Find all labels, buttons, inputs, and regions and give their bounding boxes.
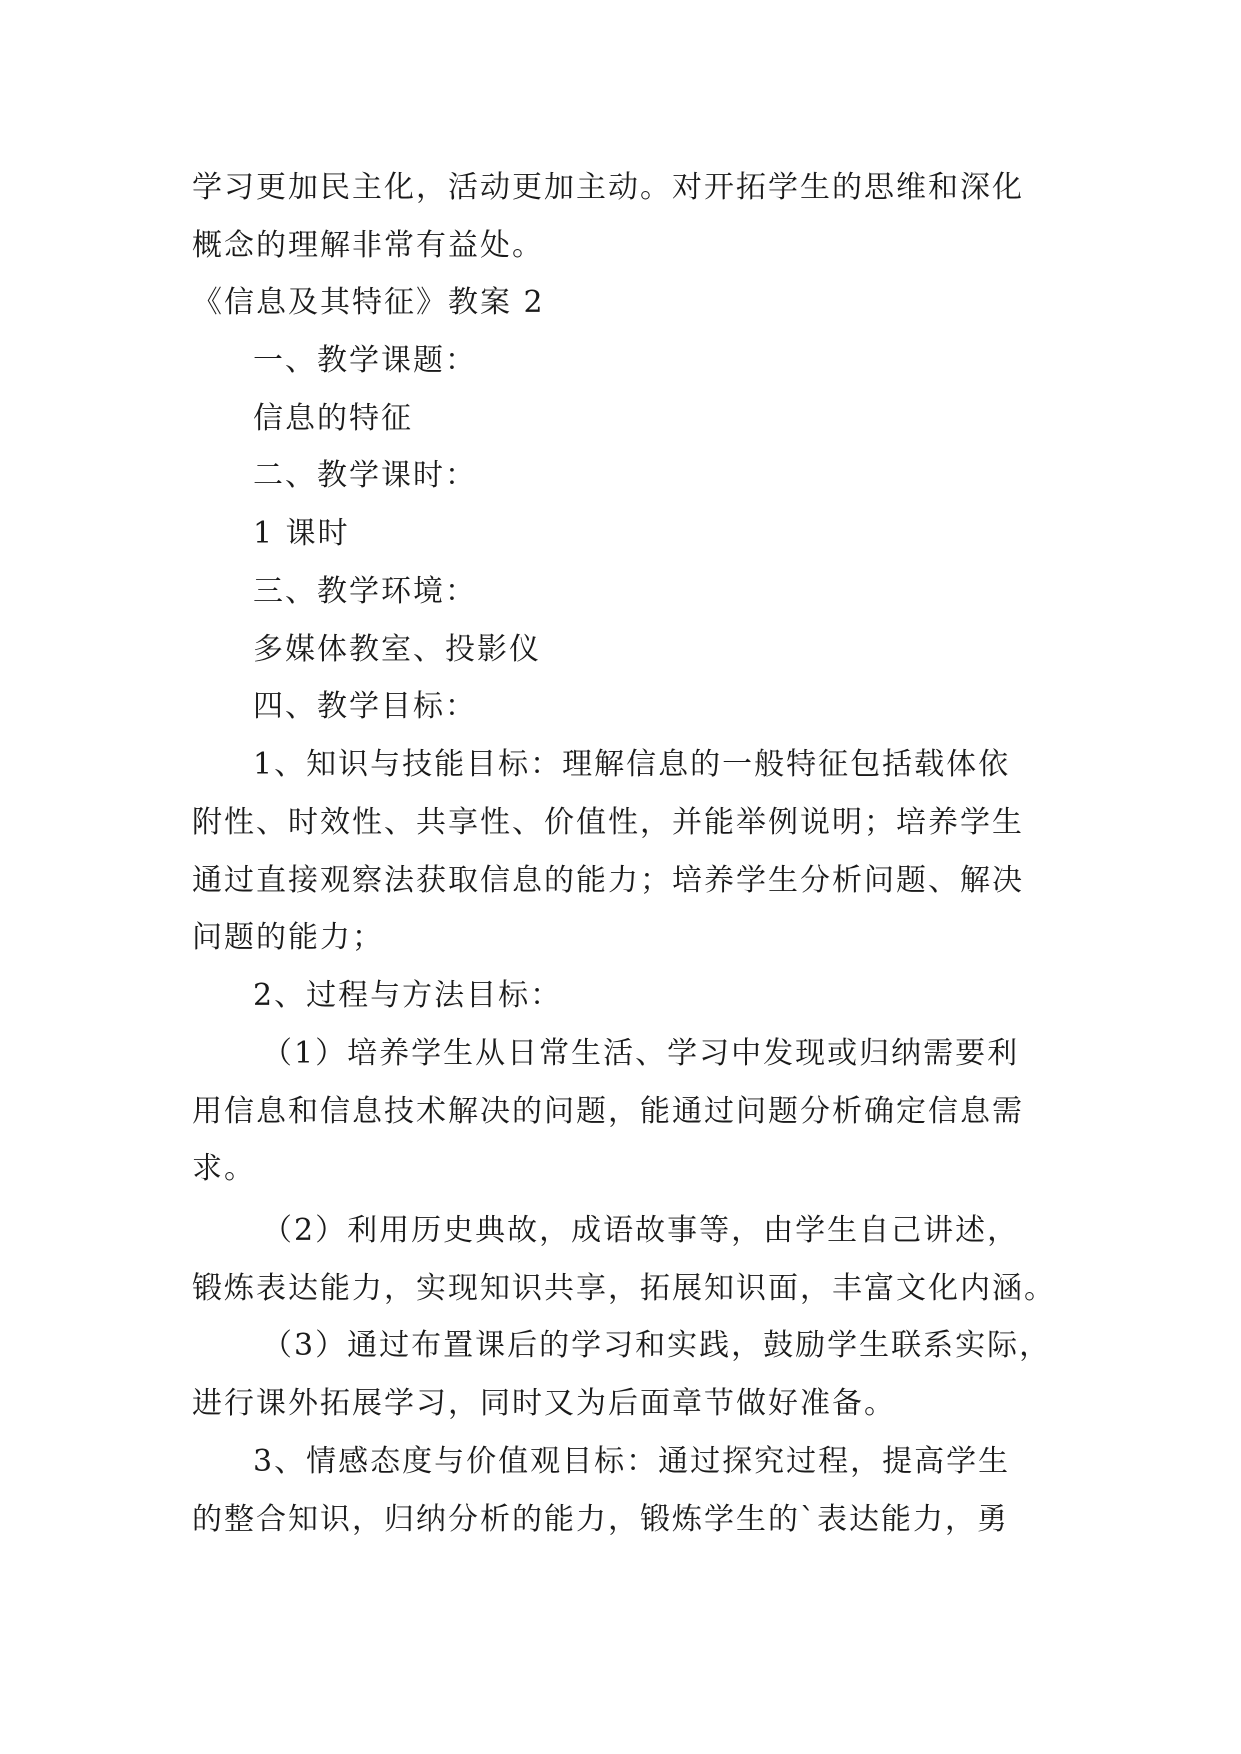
paragraph-line: 通过直接观察法获取信息的能力；培养学生分析问题、解决 — [192, 863, 1024, 898]
paragraph-line: 锻炼表达能力，实现知识共享，拓展知识面，丰富文化内涵。 — [192, 1271, 1056, 1306]
heading-teaching-topic: 一、教学课题： — [253, 343, 477, 378]
paragraph-line: 3、情感态度与价值观目标：通过探究过程，提高学生 — [253, 1444, 1011, 1479]
heading-teaching-hours: 二、教学课时： — [253, 458, 477, 493]
teaching-environment-value: 多媒体教室、投影仪 — [253, 632, 541, 667]
paragraph-line: 概念的理解非常有益处。 — [192, 228, 544, 263]
paragraph-line: （1）培养学生从日常生活、学习中发现或归纳需要利 — [262, 1036, 1020, 1071]
paragraph-line: 2、过程与方法目标： — [253, 978, 563, 1013]
teaching-hours-value: 1 课时 — [253, 516, 350, 551]
paragraph-line: 附性、时效性、共享性、价值性，并能举例说明；培养学生 — [192, 805, 1024, 840]
paragraph-line: （3）通过布置课后的学习和实践，鼓励学生联系实际， — [262, 1328, 1052, 1363]
paragraph-line: 学习更加民主化，活动更加主动。对开拓学生的思维和深化 — [192, 170, 1024, 205]
paragraph-line: 问题的能力； — [192, 920, 384, 955]
paragraph-line: 进行课外拓展学习，同时又为后面章节做好准备。 — [192, 1386, 896, 1421]
section-title: 《信息及其特征》教案 2 — [192, 285, 545, 320]
paragraph-line: 用信息和信息技术解决的问题，能通过问题分析确定信息需 — [192, 1094, 1024, 1129]
heading-teaching-environment: 三、教学环境： — [253, 574, 477, 609]
paragraph-line: （2）利用历史典故，成语故事等，由学生自己讲述， — [262, 1213, 1020, 1248]
heading-teaching-objectives: 四、教学目标： — [253, 689, 477, 724]
teaching-topic-value: 信息的特征 — [253, 401, 413, 436]
paragraph-line: 1、知识与技能目标：理解信息的一般特征包括载体依 — [253, 747, 1011, 782]
paragraph-line: 的整合知识，归纳分析的能力，锻炼学生的`表达能力，勇 — [192, 1502, 1009, 1537]
paragraph-line: 求。 — [192, 1151, 256, 1186]
